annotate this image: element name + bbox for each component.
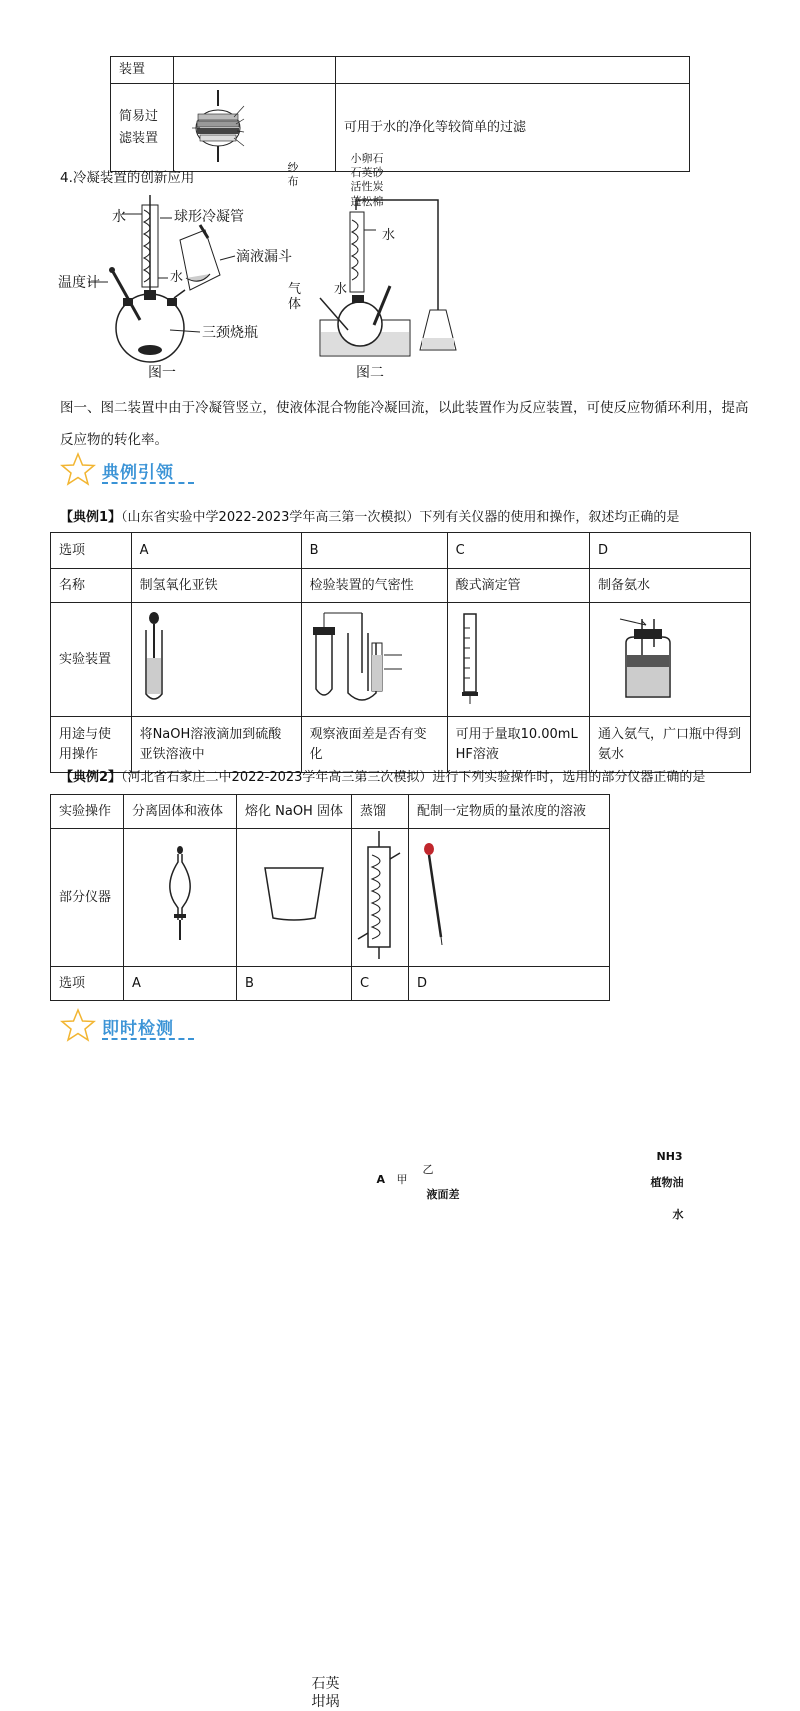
ex1-device-header: 实验装置 [51,603,132,717]
table-header-device: 装置 [111,57,174,84]
fig-d-label-oil: 植物油 [650,1175,684,1189]
row-desc-filter: 可用于水的净化等较简单的过滤 [336,84,690,172]
ex1-usage-a: 将NaOH溶液滴加到硫酸亚铁溶液中 [131,717,301,773]
airtightness-u-tube-figure [302,603,447,709]
fig2-gas-label: 气体 [288,282,302,312]
ex1-usage-c: 可用于量取10.00mL HF溶液 [447,717,589,773]
ex2-part-c [352,829,409,967]
fig-b-label-yi: 乙 [422,1162,434,1176]
section4-paragraph: 图一、图二装置中由于冷凝管竖立，使液体混合物能冷凝回流，以此装置作为反应装置，可使反应物循环利用，提高反应物的转化率。 [60,400,749,448]
ex2-opt-a: A [124,967,237,1001]
fig-d-label-water: 水 [672,1207,684,1221]
ex1-opt-b: B [301,533,447,569]
ex2-part-b [237,829,352,1710]
test-tube-dropper-figure [140,608,180,704]
ex2-opt-b: B [237,967,352,1001]
star-icon-2 [60,1008,96,1042]
label-cotton: 蓬松棉 [350,194,384,208]
ex1-device-c [447,603,589,717]
ex1-opt-d: D [590,533,751,569]
fig1-thermometer-label: 温度计 [58,275,100,291]
ex2-opt-header: 选项 [51,967,124,1001]
example1-text: （山东省实验中学2022-2023学年高三第一次模拟）下列有关仪器的使用和操作，叙述均正确的是 [121,510,680,525]
fig1-flask-label: 三颈烧瓶 [202,325,258,341]
ex1-name-b: 检验装置的气密性 [301,569,447,603]
ex1-name-c: 酸式滴定管 [447,569,589,603]
ex2-opt-c: C [352,967,409,1001]
ex2-part-d [409,829,610,967]
ex1-usage-d: 通入氨气，广口瓶中得到氨水 [590,717,751,773]
label-pebble: 小卵石 [350,151,384,165]
row-label-filter: 简易过滤装置 [111,84,174,172]
ex2-op-d: 配制一定物质的量浓度的溶液 [409,795,610,829]
ex1-opt-c: C [447,533,589,569]
acid-burette-figure [456,608,496,704]
fig-b-label-jia: 甲 [396,1172,408,1186]
dropper-pipette-figure [423,839,453,949]
ex1-opt-header: 选项 [51,533,132,569]
ex2-op-a: 分离固体和液体 [124,795,237,829]
section4-title: 4.冷凝装置的创新应用 [60,170,195,186]
filter-apparatus-figure [174,84,319,164]
fig-b-label-a: A [376,1172,386,1186]
ex2-op-header: 实验操作 [51,795,124,829]
fig1-water-side: 水 [170,270,184,285]
example1-stem [60,506,760,525]
fig2-caption: 图二 [356,365,384,381]
ex2-parts-header: 部分仪器 [51,829,124,967]
ex1-name-header: 名称 [51,569,132,603]
fig-b-label-diff: 液面差 [426,1187,460,1201]
ex2-opt-d: D [409,967,610,1001]
crucible-figure [259,864,329,924]
ex1-name-d: 制备氨水 [590,569,751,603]
fig-d-label-nh3: NH3 [656,1149,683,1163]
filter-figure-cell [174,84,384,208]
fig2-water-top: 水 [382,228,396,243]
example2-label: 【典例2】 [60,770,122,785]
star-icon [60,452,96,486]
separatory-funnel-figure [160,844,200,944]
fig1-caption: 图一 [148,365,176,381]
fig1-condenser-label: 球形冷凝管 [174,209,244,225]
ex2-op-c: 蒸馏 [352,795,409,829]
ex1-usage-header: 用途与使用操作 [51,717,132,773]
ex1-opt-a: A [131,533,301,569]
crucible-text: 石英坩埚 [311,1675,340,1710]
example1-label: 【典例1】 [60,510,122,525]
fig2-water-side: 水 [334,282,348,297]
condenser-figure-2 [280,190,490,365]
example2-text: （河北省石家庄二中2022-2023学年高三第三次模拟）进行下列实验操作时，选用的部分仪器正确的是 [121,770,706,785]
label-sand: 石英砂 [350,165,384,179]
ex1-device-a [131,603,301,717]
heading-typical-examples-text: 典例引领 [102,463,174,483]
ammonia-bottle-figure [590,603,750,709]
example2-stem [60,766,780,785]
ex2-op-b: 熔化 NaOH 固体 [237,795,352,829]
condenser-tube-figure [352,829,408,959]
fig1-water-top: 水 [112,209,126,225]
fig1-funnel-label: 滴液漏斗 [236,249,292,265]
label-carbon: 活性炭 [350,179,384,193]
ex2-part-a [124,829,237,967]
label-gauze: 纱布 [287,160,299,188]
heading-instant-check-text: 即时检测 [102,1019,174,1039]
ex1-name-a: 制氢氧化亚铁 [131,569,301,603]
ex1-usage-b: 观察液面差是否有变化 [301,717,447,773]
